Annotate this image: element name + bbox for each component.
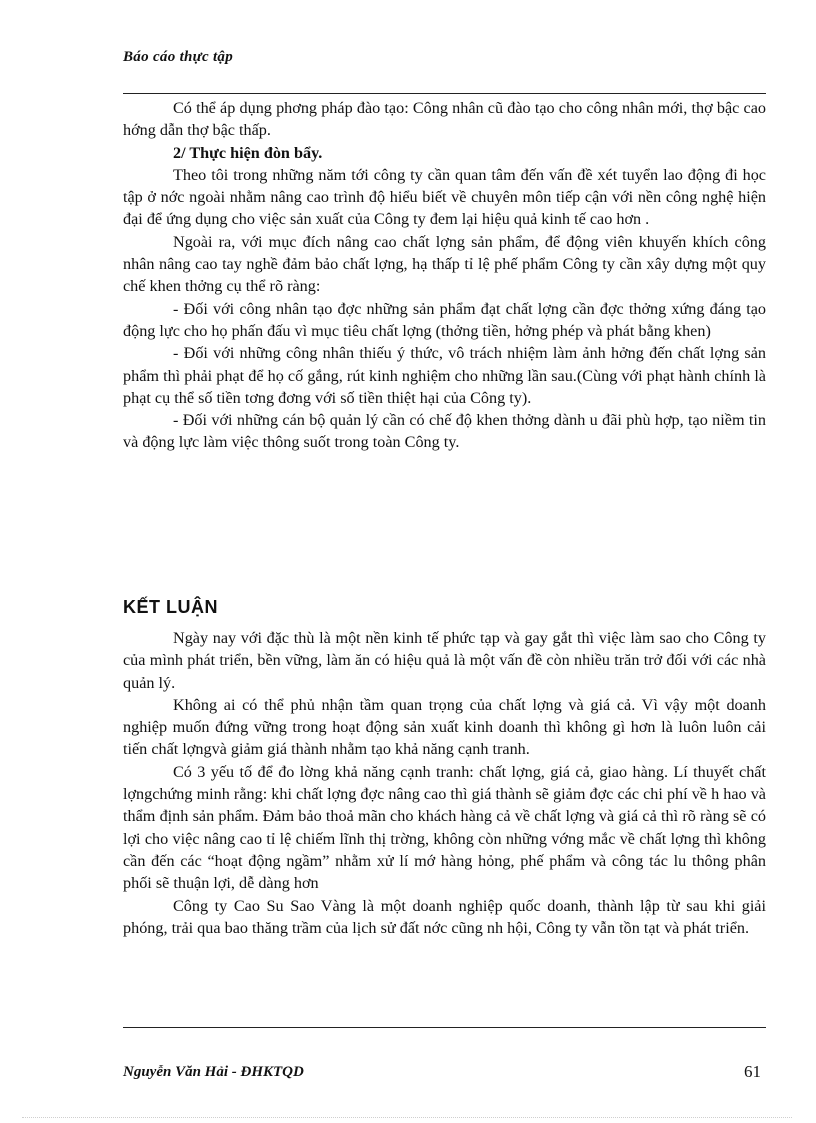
page-number: 61 bbox=[744, 1062, 761, 1081]
bullet-paragraph: - Đối với những công nhân thiếu ý thức, vô trách nhiệm làm ảnh hởng đến chất lợng sản phẩm thì phải phạt để họ cố gắng, rút kinh nghiệm cho những lần sau.(Cùng với phạt hành chính là phạt cụ thể số tiền tơng đơng với số tiền thiệt hại của Công ty). bbox=[123, 344, 766, 407]
paragraph: Ngày nay với đặc thù là một nền kinh tế phức tạp và gay gắt thì việc làm sao cho Công ty của mình phát triển, bền vững, làm ăn có hiệu quả là một vấn đề còn nhiều trăn trở đối với các nhà quản lý. bbox=[123, 629, 766, 692]
bullet-paragraph: - Đối với công nhân tạo đợc những sản phẩm đạt chất lợng cần đợc thởng xứng đáng tạo động lực cho họ phấn đấu vì mục tiêu chất lợng (thởng tiền, hởng phép và phát bằng khen) bbox=[123, 299, 766, 340]
section-1-body bbox=[123, 97, 766, 454]
paragraph: Ngoài ra, với mục đích nâng cao chất lợng sản phẩm, để động viên khuyến khích công nhân nâng cao tay nghề đảm bảo chất lợng, hạ thấp tỉ lệ phế phẩm Công ty cần xây dựng một quy chế khen thởng cụ thể rõ ràng: bbox=[123, 232, 766, 296]
footer-author: Nguyễn Văn Hải - ĐHKTQD bbox=[123, 1064, 304, 1080]
paragraph: Theo tôi trong những năm tới công ty cần quan tâm đến vấn đề xét tuyển lao động đi học tập ở nớc ngoài nhằm nâng cao trình độ hiểu biết về chuyên môn tiếp cận với nền công nghệ hiện đại để ứng dụng cho việc sản xuất của Công ty đem lại hiệu quả kinh tế cao hơn . bbox=[123, 165, 766, 229]
paragraph: Không ai có thể phủ nhận tầm quan trọng của chất lợng và giá cả. Vì vậy một doanh nghiệp muốn đứng vững trong hoạt động sản xuất kinh doanh thì không gì hơn là luôn luôn cải tiến chất lợngvà giảm giá thành nhằm tạo khả năng cạnh tranh. bbox=[123, 695, 766, 759]
page-bottom-dotted-border bbox=[22, 1117, 792, 1119]
conclusion-body bbox=[123, 627, 766, 939]
bullet-paragraph: - Đối với những cán bộ quản lý cần có chế độ khen thởng dành u đãi phù hợp, tạo niềm tin và động lực làm việc thông suốt trong toàn Công ty. bbox=[123, 411, 766, 452]
footer-rule bbox=[123, 1027, 766, 1028]
page-header-title: Báo cáo thực tập bbox=[123, 49, 234, 65]
conclusion-heading: KẾT LUẬN bbox=[123, 597, 218, 617]
header-rule bbox=[123, 93, 766, 94]
paragraph: Có thể áp dụng phơng pháp đào tạo: Công nhân cũ đào tạo cho công nhân mới, thợ bậc cao hớng dẫn thợ bậc thấp. bbox=[123, 99, 766, 140]
subheading: 2/ Thực hiện đòn bẩy. bbox=[173, 143, 323, 162]
paragraph: Công ty Cao Su Sao Vàng là một doanh nghiệp quốc doanh, thành lập từ sau khi giải phóng, trải qua bao thăng trầm của lịch sử đất nớc cũng nh hội, Công ty vẫn tồn tạt và phát triển. bbox=[123, 896, 766, 937]
paragraph: Có 3 yếu tố để đo lờng khả năng cạnh tranh: chất lợng, giá cả, giao hàng. Lí thuyết chất lợngchứng minh rằng: khi chất lợng đợc nâng cao thì giá thành sẽ giảm đợc các chi phí về h hao và thẩm định sản phẩm. Đảm bảo thoả mãn cho khách hàng cả về chất lợng và giá cả thì rõ ràng sẽ có lợi cho việc nâng cao tỉ lệ chiếm lĩnh thị trờng, không còn những vớng mắc về chất lợng thì không cần đến các “hoạt động ngầm” nhằm xử lí mớ hàng hỏng, phế phẩm và công tác lu thông phân phối sẽ thuận lợi, dễ dàng hơn bbox=[123, 762, 766, 893]
